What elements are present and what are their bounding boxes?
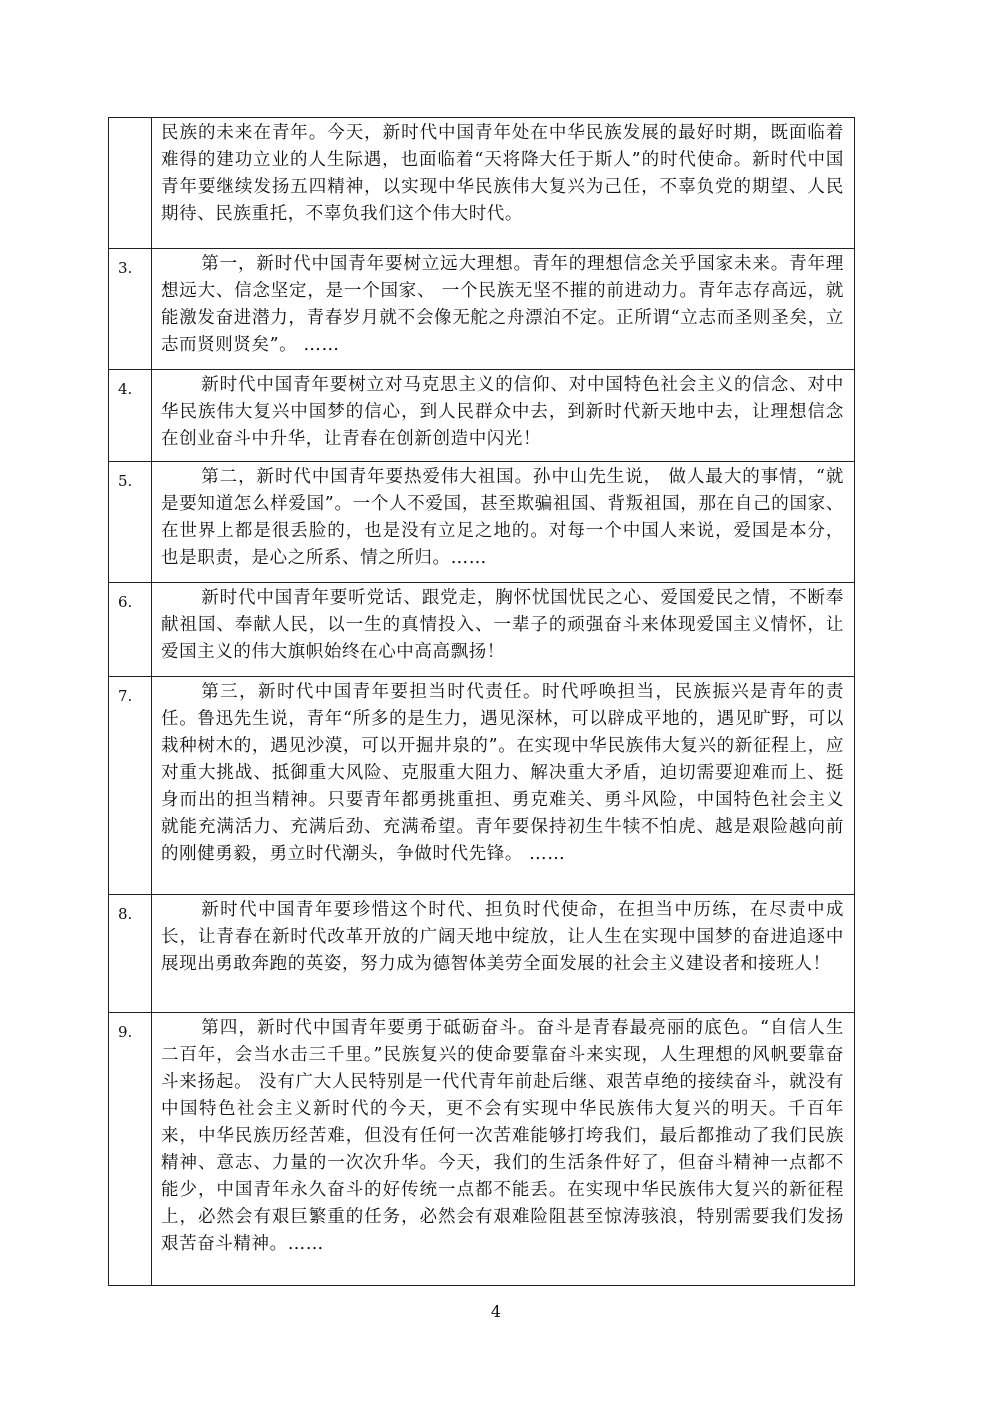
paragraph: 第二，新时代中国青年要热爱伟大祖国。孙中山先生说， 做人最大的事情，“就是要知道怎么样爱国”。一个人不爱国，甚至欺骗祖国、背叛祖国，那在自己的国家、在世界上都是很丢脸的，也是没有立足之地的。对每一个中国人来说，爱国是本分，也是职责，是心之所系、情之所归。…… bbox=[161, 467, 844, 568]
paragraph: 民族的未来在青年。今天，新时代中国青年处在中华民族发展的最好时期，既面临着难得的建功立业的人生际遇，也面临着“天将降大任于斯人”的时代使命。新时代中国青年要继续发扬五四精神，以实现中华民族伟大复兴为己任，不辜负党的期望、人民期待、民族重托，不辜负我们这个伟大时代。 bbox=[161, 123, 844, 224]
content-table bbox=[108, 117, 855, 1286]
table-row bbox=[109, 895, 855, 1013]
paragraph: 新时代中国青年要珍惜这个时代、担负时代使命，在担当中历练，在尽责中成长，让青春在新时代改革开放的广阔天地中绽放，让人生在实现中国梦的奋进追逐中展现出勇敢奔跑的英姿，努力成为德智体美劳全面发展的社会主义建设者和接班人！ bbox=[161, 900, 844, 974]
row-number: 9. bbox=[109, 1013, 152, 1286]
row-text bbox=[152, 118, 855, 249]
row-text bbox=[152, 249, 855, 370]
row-number: 8. bbox=[109, 895, 152, 1013]
page-number: 4 bbox=[490, 1302, 502, 1321]
row-text bbox=[152, 895, 855, 1013]
row-text bbox=[152, 370, 855, 462]
row-number: 3. bbox=[109, 249, 152, 370]
paragraph: 新时代中国青年要听党话、跟党走，胸怀忧国忧民之心、爱国爱民之情，不断奉献祖国、奉献人民，以一生的真情投入、一辈子的顽强奋斗来体现爱国主义情怀，让爱国主义的伟大旗帜始终在心中高高飘扬！ bbox=[161, 588, 844, 662]
row-number: 4. bbox=[109, 370, 152, 462]
row-number: 5. bbox=[109, 462, 152, 583]
table-row bbox=[109, 370, 855, 462]
paragraph: 第一，新时代中国青年要树立远大理想。青年的理想信念关乎国家未来。青年理想远大、信念坚定，是一个国家、 一个民族无坚不摧的前进动力。青年志存高远，就能激发奋进潜力，青春岁月就不会像无舵之舟漂泊不定。正所谓“立志而圣则圣矣，立志而贤则贤矣”。 …… bbox=[161, 254, 844, 355]
paragraph: 第三，新时代中国青年要担当时代责任。时代呼唤担当，民族振兴是青年的责任。鲁迅先生说，青年“所多的是生力，遇见深林，可以辟成平地的，遇见旷野，可以栽种树木的，遇见沙漠，可以开掘井泉的”。在实现中华民族伟大复兴的新征程上，应对重大挑战、抵御重大风险、克服重大阻力、解决重大矛盾，迫切需要迎难而上、挺身而出的担当精神。只要青年都勇挑重担、勇克难关、勇斗风险，中国特色社会主义就能充满活力、充满后劲、充满希望。青年要保持初生牛犊不怕虎、越是艰险越向前的刚健勇毅，勇立时代潮头，争做时代先锋。 …… bbox=[161, 682, 844, 864]
table-row bbox=[109, 462, 855, 583]
paragraph: 第四，新时代中国青年要勇于砥砺奋斗。奋斗是青春最亮丽的底色。“自信人生二百年，会当水击三千里。”民族复兴的使命要靠奋斗来实现，人生理想的风帆要靠奋斗来扬起。 没有广大人民特别是一代代青年前赴后继、艰苦卓绝的接续奋斗，就没有中国特色社会主义新时代的今天，更不会有实现中华民族伟大复兴的明天。千百年来，中华民族历经苦难，但没有任何一次苦难能够打垮我们，最后都推动了我们民族精神、意志、力量的一次次升华。今天，我们的生活条件好了，但奋斗精神一点都不能少，中国青年永久奋斗的好传统一点都不能丢。在实现中华民族伟大复兴的新征程上，必然会有艰巨繁重的任务，必然会有艰难险阻甚至惊涛骇浪，特别需要我们发扬艰苦奋斗精神。…… bbox=[161, 1018, 844, 1254]
table-row bbox=[109, 1013, 855, 1286]
table-row bbox=[109, 118, 855, 249]
table-row bbox=[109, 583, 855, 677]
row-number: 6. bbox=[109, 583, 152, 677]
row-text bbox=[152, 677, 855, 895]
paragraph: 新时代中国青年要树立对马克思主义的信仰、对中国特色社会主义的信念、对中华民族伟大复兴中国梦的信心，到人民群众中去，到新时代新天地中去，让理想信念在创业奋斗中升华，让青春在创新创造中闪光！ bbox=[161, 375, 844, 449]
row-number bbox=[109, 118, 152, 249]
row-text bbox=[152, 583, 855, 677]
row-number: 7. bbox=[109, 677, 152, 895]
table-row bbox=[109, 677, 855, 895]
row-text bbox=[152, 462, 855, 583]
row-text bbox=[152, 1013, 855, 1286]
table-row bbox=[109, 249, 855, 370]
